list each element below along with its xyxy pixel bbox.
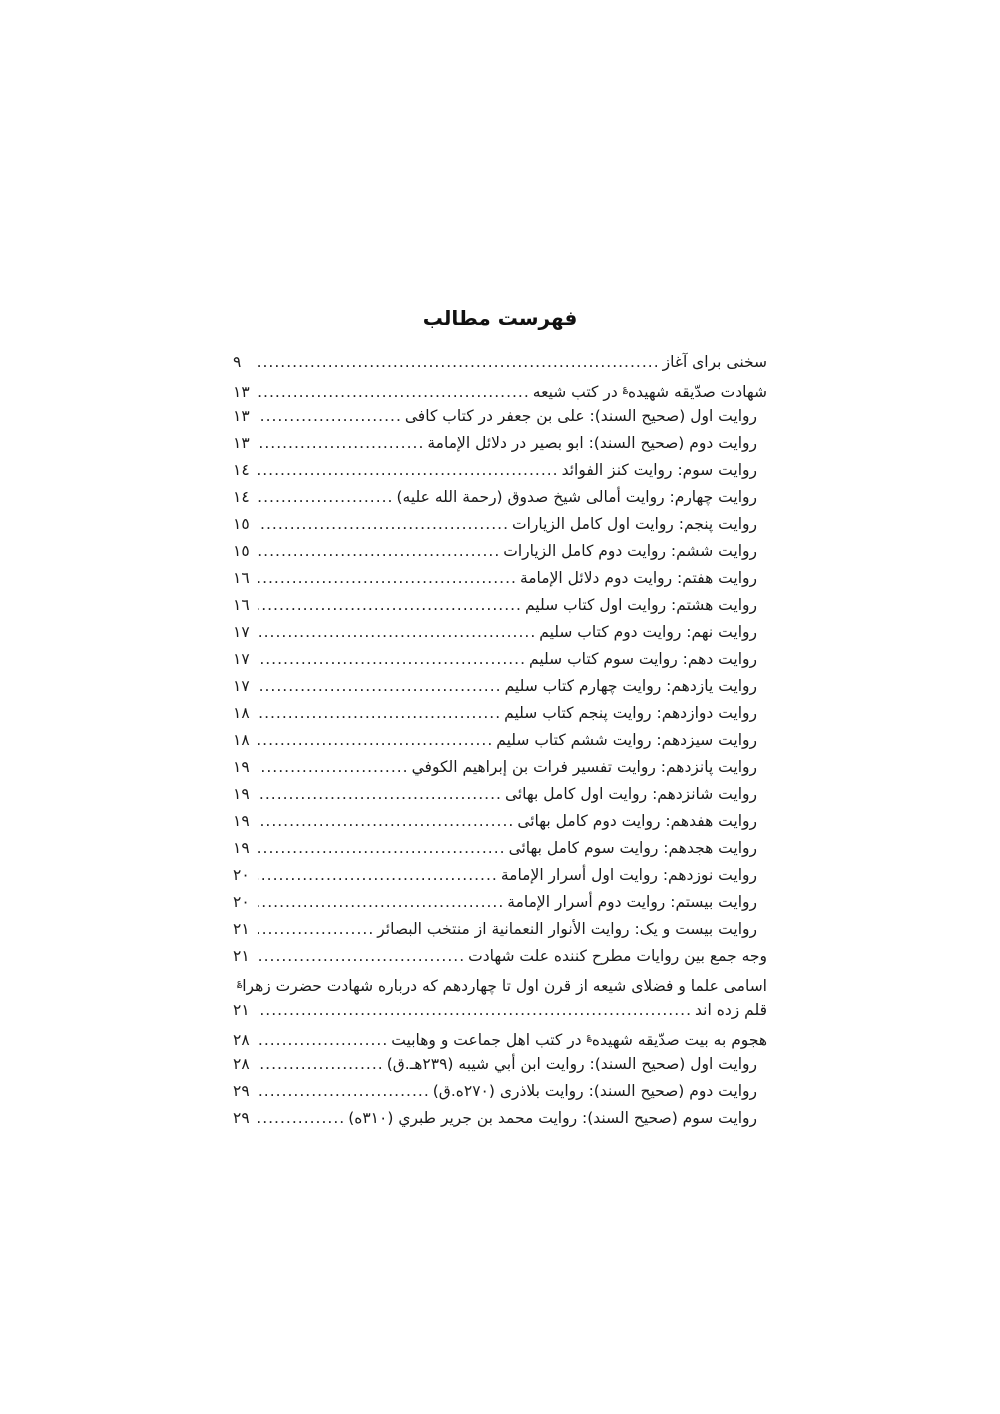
dot-leader bbox=[258, 457, 559, 484]
toc-entry-page[interactable]: ۱۳ bbox=[233, 407, 250, 425]
toc-entry[interactable] bbox=[233, 835, 767, 862]
toc-entry[interactable] bbox=[233, 457, 767, 484]
toc-entry[interactable] bbox=[233, 862, 767, 889]
toc-entry[interactable] bbox=[233, 889, 767, 916]
dot-leader bbox=[258, 1027, 388, 1051]
toc-entry-label[interactable]: روایت پانزدهم: روایت تفسیر فرات بن إبراهیم الکوفي bbox=[411, 758, 757, 776]
toc-entry-page[interactable]: ۱٤ bbox=[233, 488, 250, 506]
toc-entry[interactable] bbox=[233, 916, 767, 943]
toc-entry[interactable] bbox=[233, 997, 767, 1024]
toc-entry-page[interactable]: ۱۸ bbox=[233, 731, 250, 749]
toc-entry-label[interactable]: سخنی برای آغاز bbox=[662, 353, 767, 371]
dot-leader bbox=[258, 916, 374, 943]
dot-leader bbox=[258, 781, 502, 808]
toc-entry[interactable] bbox=[233, 538, 767, 565]
dot-leader bbox=[258, 484, 393, 511]
dot-leader bbox=[258, 403, 402, 430]
toc-entry-page[interactable]: ۹ bbox=[233, 353, 242, 371]
toc-entry-page[interactable]: ۱۹ bbox=[233, 785, 250, 803]
toc-entry-page[interactable]: ۱۷ bbox=[233, 650, 250, 668]
toc-entry[interactable] bbox=[233, 1078, 767, 1105]
dot-leader bbox=[258, 943, 465, 970]
dot-leader bbox=[258, 511, 509, 538]
toc-entry-page[interactable]: ۱۷ bbox=[233, 623, 250, 641]
toc-entry[interactable] bbox=[233, 943, 767, 970]
dot-leader bbox=[258, 727, 493, 754]
toc-entry-label[interactable]: روایت دوم (صحیح السند): ابو بصیر در دلائل الإمامة bbox=[427, 434, 757, 452]
toc-entry-page[interactable]: ۱٤ bbox=[233, 461, 250, 479]
toc-entry-label[interactable]: روایت شانزدهم: روایت اول کامل بهائی bbox=[504, 785, 757, 803]
toc-entry[interactable] bbox=[233, 727, 767, 754]
toc-entry-label[interactable]: روایت نهم: روایت دوم کتاب سلیم bbox=[539, 623, 757, 641]
toc-entry-page[interactable]: ۱٦ bbox=[233, 569, 250, 587]
toc-entry-page[interactable]: ۲۰ bbox=[233, 893, 250, 911]
toc-entry-page[interactable]: ۲۰ bbox=[233, 866, 250, 884]
toc-entry-label[interactable]: روایت ششم: روایت دوم کامل الزیارات bbox=[503, 542, 757, 560]
toc-entry-page[interactable]: ۱۸ bbox=[233, 704, 250, 722]
dot-leader bbox=[258, 592, 522, 619]
toc-entry[interactable] bbox=[233, 619, 767, 646]
toc-entry[interactable] bbox=[233, 376, 767, 403]
toc-entry[interactable] bbox=[233, 484, 767, 511]
toc-entry-page[interactable]: ۱۹ bbox=[233, 839, 250, 857]
toc-entry-label[interactable]: روایت دوم (صحیح السند): روایت بلاذری (۲۷۰ه.ق) bbox=[432, 1082, 757, 1100]
toc-entry-page[interactable]: ۱٥ bbox=[233, 542, 250, 560]
toc-entry-label[interactable]: روایت دوازدهم: روایت پنجم کتاب سلیم bbox=[504, 704, 757, 722]
table-of-contents bbox=[233, 349, 767, 1132]
toc-entry-page[interactable]: ۱۹ bbox=[233, 812, 250, 830]
toc-entry-label[interactable]: روایت سیزدهم: روایت ششم کتاب سلیم bbox=[496, 731, 757, 749]
toc-entry-label[interactable]: روایت هفتم: روایت دوم دلائل الإمامة bbox=[519, 569, 757, 587]
toc-entry-label[interactable]: روایت پنجم: روایت اول کامل الزیارات bbox=[512, 515, 757, 533]
honorific-icon: ؏ bbox=[586, 1032, 592, 1042]
toc-entry-label[interactable]: روایت سوم: روایت کنز الفوائد bbox=[561, 461, 757, 479]
dot-leader bbox=[258, 1051, 384, 1078]
toc-entry-page[interactable]: ۲۹ bbox=[233, 1082, 250, 1100]
toc-entry-label[interactable] bbox=[237, 970, 767, 997]
toc-entry-label[interactable]: روایت نوزدهم: روایت اول أسرار الإمامة bbox=[500, 866, 757, 884]
dot-leader bbox=[258, 673, 502, 700]
toc-entry-page[interactable]: ۲۱ bbox=[233, 920, 250, 938]
toc-entry-page[interactable]: ۲۱ bbox=[233, 947, 250, 965]
toc-entry-label-suffix: در کتب اهل جماعت و وهابیت bbox=[391, 1031, 587, 1050]
toc-entry[interactable] bbox=[233, 511, 767, 538]
toc-entry-page[interactable]: ۱۹ bbox=[233, 758, 250, 776]
toc-entry-label[interactable] bbox=[391, 1024, 767, 1051]
toc-entry[interactable] bbox=[233, 781, 767, 808]
dot-leader bbox=[258, 862, 498, 889]
dot-leader bbox=[258, 538, 500, 565]
toc-entry[interactable] bbox=[233, 673, 767, 700]
dot-leader bbox=[258, 1105, 345, 1132]
toc-entry-page[interactable]: ۲۸ bbox=[233, 1031, 250, 1050]
honorific-icon: ؏ bbox=[622, 384, 628, 394]
toc-entry-label[interactable]: روایت هشتم: روایت اول کتاب سلیم bbox=[524, 596, 757, 614]
toc-entry[interactable] bbox=[233, 592, 767, 619]
toc-entry-label[interactable]: روایت هفدهم: روایت دوم کامل بهائی bbox=[517, 812, 757, 830]
toc-entry[interactable] bbox=[233, 403, 767, 430]
dot-leader bbox=[258, 379, 530, 403]
toc-entry[interactable] bbox=[233, 1105, 767, 1132]
dot-leader bbox=[258, 997, 692, 1024]
toc-entry-page[interactable]: ۱۳ bbox=[233, 383, 250, 402]
toc-entry-page[interactable]: ۱٥ bbox=[233, 515, 250, 533]
toc-entry-label[interactable]: روایت بیست و یک: روایت الأنوار النعمانیة از منتخب البصائر bbox=[377, 920, 757, 938]
toc-entry-label[interactable]: روایت اول (صحیح السند): روایت ابن أبي شیبه (۲۳۹هـ.ق) bbox=[386, 1055, 757, 1073]
dot-leader bbox=[258, 808, 514, 835]
toc-entry[interactable] bbox=[233, 646, 767, 673]
toc-entry-label-text: شهادت صدّیقه شهیده bbox=[627, 383, 767, 402]
dot-leader bbox=[258, 754, 409, 781]
toc-entry-page[interactable]: ۱۳ bbox=[233, 434, 250, 452]
toc-entry-label[interactable] bbox=[533, 376, 767, 403]
toc-entry-label[interactable]: روایت یازدهم: روایت چهارم کتاب سلیم bbox=[504, 677, 757, 695]
toc-entry-page[interactable]: ۱٦ bbox=[233, 596, 250, 614]
toc-entry-page[interactable]: ۲۱ bbox=[233, 1001, 250, 1019]
toc-entry-label[interactable]: قلم زده اند bbox=[695, 1001, 767, 1019]
dot-leader bbox=[258, 646, 526, 673]
toc-entry-page[interactable]: ۲۸ bbox=[233, 1055, 250, 1073]
dot-leader bbox=[258, 835, 506, 862]
dot-leader bbox=[258, 565, 517, 592]
toc-entry[interactable] bbox=[233, 565, 767, 592]
toc-entry-label-suffix: در کتب شیعه bbox=[532, 383, 623, 402]
toc-entry-label[interactable]: روایت دهم: روایت سوم کتاب سلیم bbox=[529, 650, 757, 668]
dot-leader bbox=[258, 430, 424, 457]
toc-entry[interactable] bbox=[233, 1024, 767, 1051]
toc-entry[interactable] bbox=[233, 808, 767, 835]
toc-entry-label-text: هجوم به بیت صدّیقه شهیده bbox=[591, 1031, 767, 1050]
toc-entry-page[interactable]: ۲۹ bbox=[233, 1109, 250, 1127]
dot-leader bbox=[258, 700, 501, 727]
toc-entry-label[interactable]: روایت اول (صحیح السند): علی بن جعفر در کتاب کافی bbox=[404, 407, 757, 425]
toc-entry[interactable] bbox=[233, 754, 767, 781]
toc-entry-label-text: اسامی علما و فضلای شیعه از قرن اول تا چهاردهم که درباره شهادت حضرت زهرا bbox=[242, 977, 767, 996]
dot-leader bbox=[258, 349, 660, 376]
toc-entry[interactable] bbox=[233, 430, 767, 457]
toc-entry-label[interactable]: روایت چهارم: روایت أمالی شیخ صدوق (رحمة الله علیه) bbox=[396, 488, 757, 506]
toc-entry[interactable] bbox=[233, 970, 767, 997]
dot-leader bbox=[258, 619, 536, 646]
toc-entry[interactable] bbox=[233, 700, 767, 727]
toc-entry-label[interactable]: وجه جمع بین روایات مطرح کننده علت شهادت bbox=[468, 947, 767, 965]
toc-entry-label[interactable]: روایت هجدهم: روایت سوم کامل بهائی bbox=[508, 839, 757, 857]
toc-entry-label[interactable]: روایت بیستم: روایت دوم أسرار الإمامة bbox=[507, 893, 757, 911]
toc-entry-label[interactable]: روایت سوم (صحیح السند): روایت محمد بن جریر طبري (۳۱۰ه) bbox=[348, 1109, 757, 1127]
honorific-icon: ؏ bbox=[236, 978, 243, 988]
toc-entry[interactable] bbox=[233, 349, 767, 376]
page-title: فهرست مطالب bbox=[422, 306, 578, 330]
toc-entry[interactable] bbox=[233, 1051, 767, 1078]
toc-entry-page[interactable]: ۱۷ bbox=[233, 677, 250, 695]
dot-leader bbox=[258, 1078, 430, 1105]
dot-leader bbox=[258, 889, 504, 916]
